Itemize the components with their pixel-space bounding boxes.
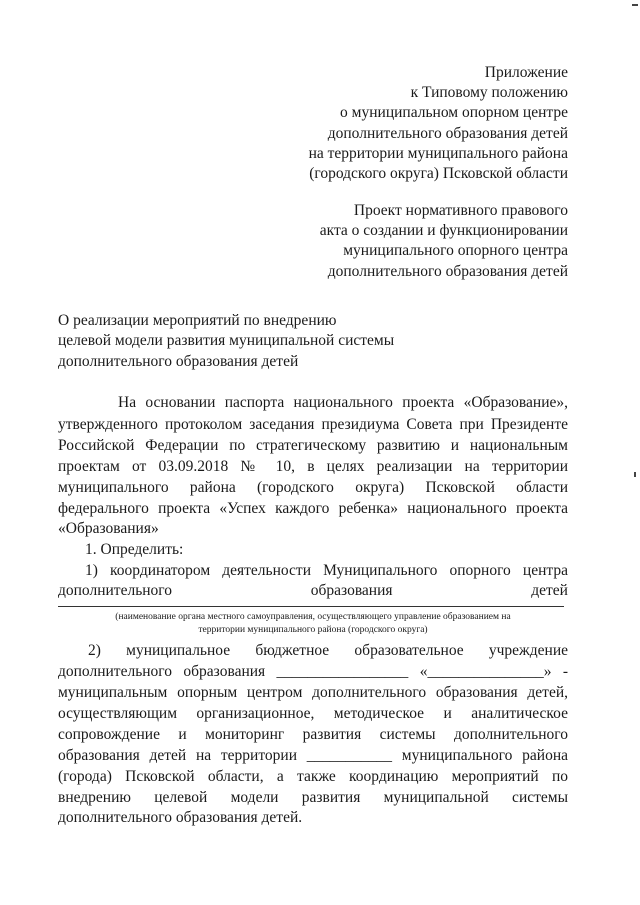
- appendix-header: [309, 63, 568, 184]
- body-line: утвержденного протоколом заседания президиума Совета при Президенте: [58, 416, 568, 433]
- body-line: На основании паспорта национального проекта «Образование»,: [118, 394, 568, 411]
- word: образования: [310, 582, 393, 599]
- body-line: внедрению целевой модели развития муниципальной системы: [58, 789, 568, 806]
- body-line: Российской Федерации по стратегическому развитию и национальным: [58, 437, 568, 454]
- body-line: дополнительного образования детей.: [58, 809, 303, 826]
- body-line: 2) муниципальное бюджетное образовательное учреждение: [88, 642, 568, 659]
- body-line: «Образования»: [58, 520, 159, 537]
- appendix-line: о муниципальном опорном центре: [340, 104, 568, 122]
- project-line: акта о создании и функционировании: [319, 222, 568, 240]
- body-line: образования детей на территории ___________ муниципального района: [58, 747, 568, 764]
- scan-mark: [632, 4, 638, 6]
- document-title: [58, 311, 394, 372]
- footnote-line: (наименование органа местного самоуправления, осуществляющего управление образованием на: [115, 612, 511, 622]
- title-line: целевой модели развития муниципальной системы: [58, 332, 395, 350]
- appendix-line: Приложение: [484, 64, 568, 81]
- body-line: (города) Псковской области, а также координацию мероприятий по: [58, 768, 568, 785]
- appendix-line: к Типовому положению: [410, 84, 568, 102]
- footnote-line: территории муниципального района (городского округа): [198, 625, 428, 635]
- project-line: дополнительного образования детей: [327, 262, 568, 280]
- body-line: проектам от 03.09.2018 № 10, в целях реализации на территории: [58, 458, 568, 475]
- word: дополнительного: [58, 582, 173, 599]
- body-line: федерального проекта «Успех каждого ребенка» национального проекта: [58, 500, 568, 517]
- body-line: сопровождение и мониторинг развития системы дополнительного: [58, 726, 568, 743]
- body-line: муниципального района (городского округа) Псковской области: [58, 479, 568, 496]
- title-line: дополнительного образования детей: [58, 352, 299, 370]
- body-line: дополнительного образования _________________ «_______________» -: [58, 663, 568, 680]
- appendix-line: (городского округа) Псковской области: [309, 165, 568, 183]
- project-line: Проект нормативного правового: [353, 202, 568, 219]
- scan-mark: [634, 472, 636, 477]
- sub-item-line-spread: [58, 582, 568, 600]
- blank-underline: [58, 606, 564, 607]
- sub-item-line: 1) координатором деятельности Муниципального опорного центра: [85, 562, 568, 579]
- appendix-line: дополнительного образования детей: [327, 124, 568, 142]
- item-heading: 1. Определить:: [85, 541, 184, 558]
- word: детей: [531, 582, 568, 599]
- project-header: [320, 201, 568, 282]
- body-line: муниципальным опорным центром дополнительного образования детей,: [58, 684, 568, 701]
- body-line: осуществляющим организационное, методическое и аналитическое: [58, 705, 568, 722]
- title-line: О реализации мероприятий по внедрению: [58, 312, 337, 329]
- project-line: муниципального опорного центра: [343, 242, 568, 260]
- appendix-line: на территории муниципального района: [308, 144, 568, 162]
